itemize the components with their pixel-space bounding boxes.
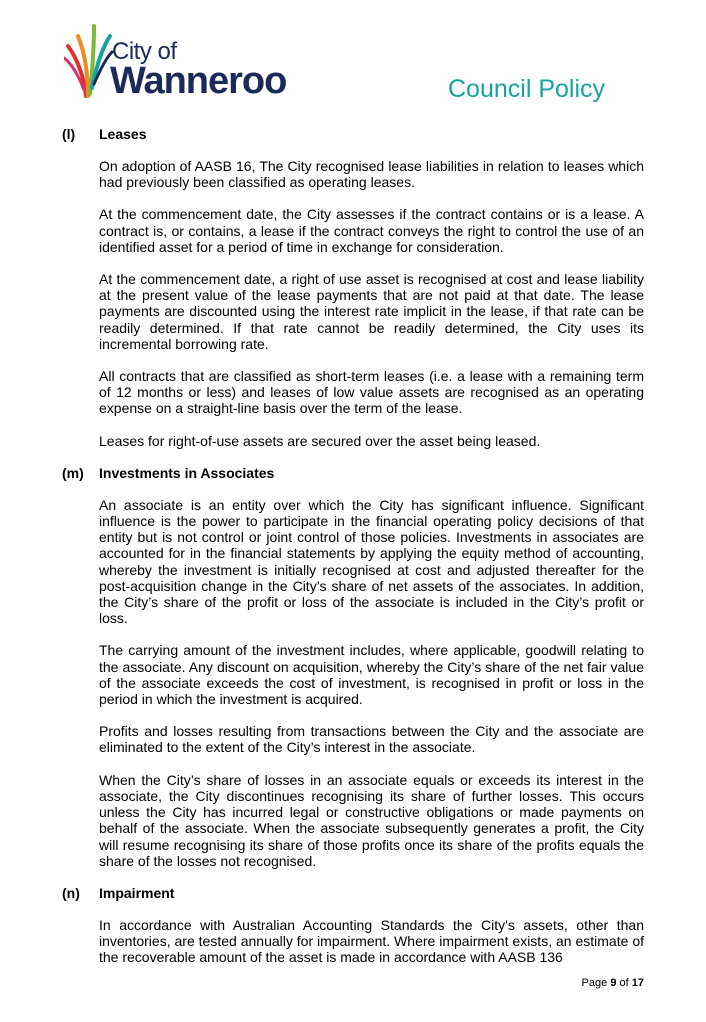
section-title: Leases (99, 126, 147, 142)
logo-text-city-of: City of (112, 38, 177, 65)
section-heading (62, 883, 644, 903)
section-number: (l) (62, 126, 76, 142)
logo-text-wanneroo: Wanneroo (110, 60, 287, 102)
document-body (62, 124, 644, 980)
section-impairment (62, 883, 644, 966)
paragraph: An associate is an entity over which the City has significant influence. Significant influence is the power to participate in the financial operating policy decisions of that entity but is not control or joint control of those policies. Investments in associates are accounted for in the financial statements by applying the equity method of accounting, whereby the investment is initially recognised at cost and adjusted thereafter for the post-acquisition change in the City’s share of net assets of the associates. In addition, the City’s share of the profit or loss of the associate is included in the City’s profit or loss. (99, 496, 644, 627)
section-number: (n) (62, 884, 80, 901)
section-heading (62, 124, 644, 144)
section-number: (m) (62, 464, 84, 481)
paragraph: Profits and losses resulting from transactions between the City and the associate are eliminated to the extent of the City’s interest in the associate. (99, 723, 644, 756)
section-heading (62, 463, 644, 483)
paragraph: At the commencement date, the City assesses if the contract contains or is a lease. A contract is, or contains, a lease if the contract conveys the right to control the use of an identified asset for a period of time in exchange for consideration. (99, 206, 644, 255)
of-label: of (619, 977, 629, 989)
paragraph: The carrying amount of the investment includes, where applicable, goodwill relating to the associate. Any discount on acquisition, whereby the City’s share of the net fair value of the associate exceeds the cost of investment, is recognised in profit or loss in the period in which the investment is acquired. (99, 642, 644, 708)
logo-plant-icon (64, 18, 114, 98)
section-title: Investments in Associates (99, 464, 275, 481)
section-leases (62, 124, 644, 449)
paragraph: Leases for right-of-use assets are secured over the asset being leased. (99, 432, 541, 449)
section-investments-in-associates (62, 463, 644, 869)
paragraph: In accordance with Australian Accounting Standards the City's assets, other than inventories, are tested annually for impairment. Where impairment exists, an estimate of the recoverable amount of the asset is made in accordance with AASB 136 (99, 916, 644, 966)
city-logo (64, 18, 304, 104)
page-total: 17 (631, 977, 644, 989)
paragraph: At the commencement date, a right of use asset is recognised at cost and lease liability at the present value of the lease payments that are not paid at that date. The lease payments are discounted using the interest rate implicit in the lease, if that rate can be readily determined. If that rate cannot be readily determined, the City uses its incremental borrowing rate. (99, 271, 644, 352)
section-title: Impairment (99, 884, 175, 901)
page-footer (582, 977, 644, 989)
paragraph: When the City’s share of losses in an associate equals or exceeds its interest in the associate, the City discontinues recognising its share of further losses. This occurs unless the City has incurred legal or constructive obligations or made payments on behalf of the associate. When the associate subsequently generates a profit, the City will resume recognising its share of those profits once its share of the profits equals the share of the losses not recognised. (99, 771, 644, 869)
page-number: 9 (610, 977, 617, 989)
page-label: Page (581, 977, 608, 989)
document-type-title: Council Policy (448, 75, 606, 103)
paragraph: All contracts that are classified as short-term leases (i.e. a lease with a remaining term of 12 months or less) and leases of low value assets are recognised as an operating expense on a straight-line basis over the term of the lease. (99, 368, 644, 417)
paragraph: On adoption of AASB 16, The City recognised lease liabilities in relation to leases which had previously been classified as operating leases. (99, 158, 644, 191)
